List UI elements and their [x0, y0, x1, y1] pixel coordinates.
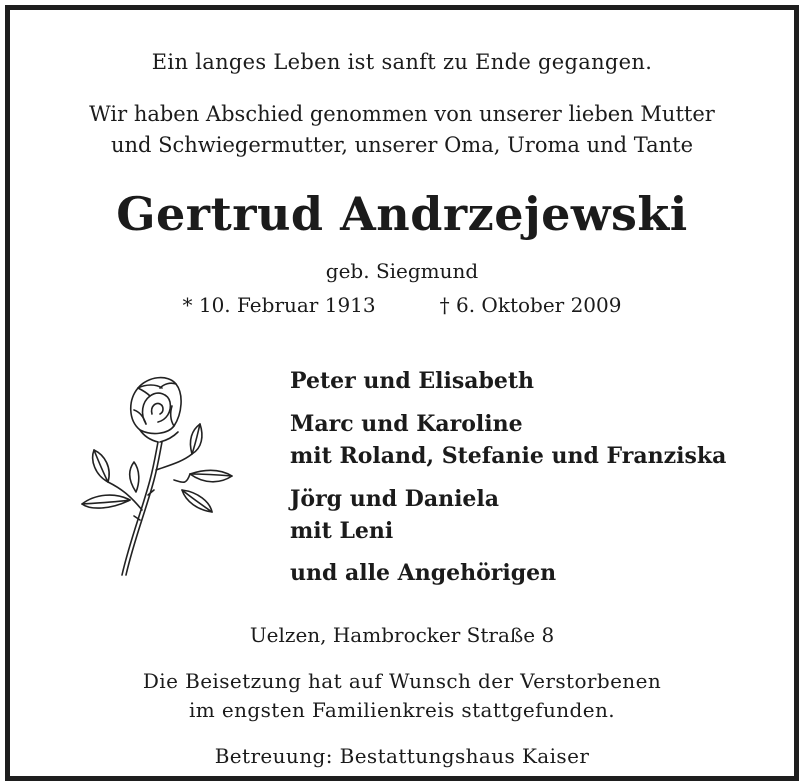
farewell-line-2: und Schwiegermutter, unserer Oma, Uroma und Tante [110, 133, 694, 157]
funeral-home: Betreuung: Bestattungshaus Kaiser [214, 744, 590, 768]
death-date: † 6. Oktober 2009 [439, 293, 622, 317]
family-line-1: Peter und Elisabeth [290, 368, 535, 394]
family-line-3: mit Roland, Stefanie und Franziska [290, 443, 727, 469]
intro-text: Ein langes Leben ist sanft zu Ende gegangen. [151, 50, 653, 74]
farewell-line-1: Wir haben Abschied genommen von unserer lieben Mutter [89, 102, 715, 126]
birth-date: * 10. Februar 1913 [182, 293, 376, 317]
family-line-2: Marc und Karoline [290, 411, 523, 437]
notice-frame [5, 5, 799, 781]
life-dates [10, 293, 794, 317]
deceased-name: Gertrud Andrzejewski [116, 187, 688, 241]
address: Uelzen, Hambrocker Straße 8 [249, 623, 555, 647]
burial-line-1: Die Beisetzung hat auf Wunsch der Verstorbenen [142, 669, 662, 693]
family-line-6: und alle Angehörigen [290, 560, 557, 586]
family-line-4: Jörg und Daniela [290, 486, 500, 512]
family-line-5: mit Leni [290, 518, 394, 544]
burial-line-2: im engsten Familienkreis stattgefunden. [188, 698, 616, 722]
birth-name: geb. Siegmund [325, 259, 479, 283]
rose-icon [70, 370, 240, 580]
